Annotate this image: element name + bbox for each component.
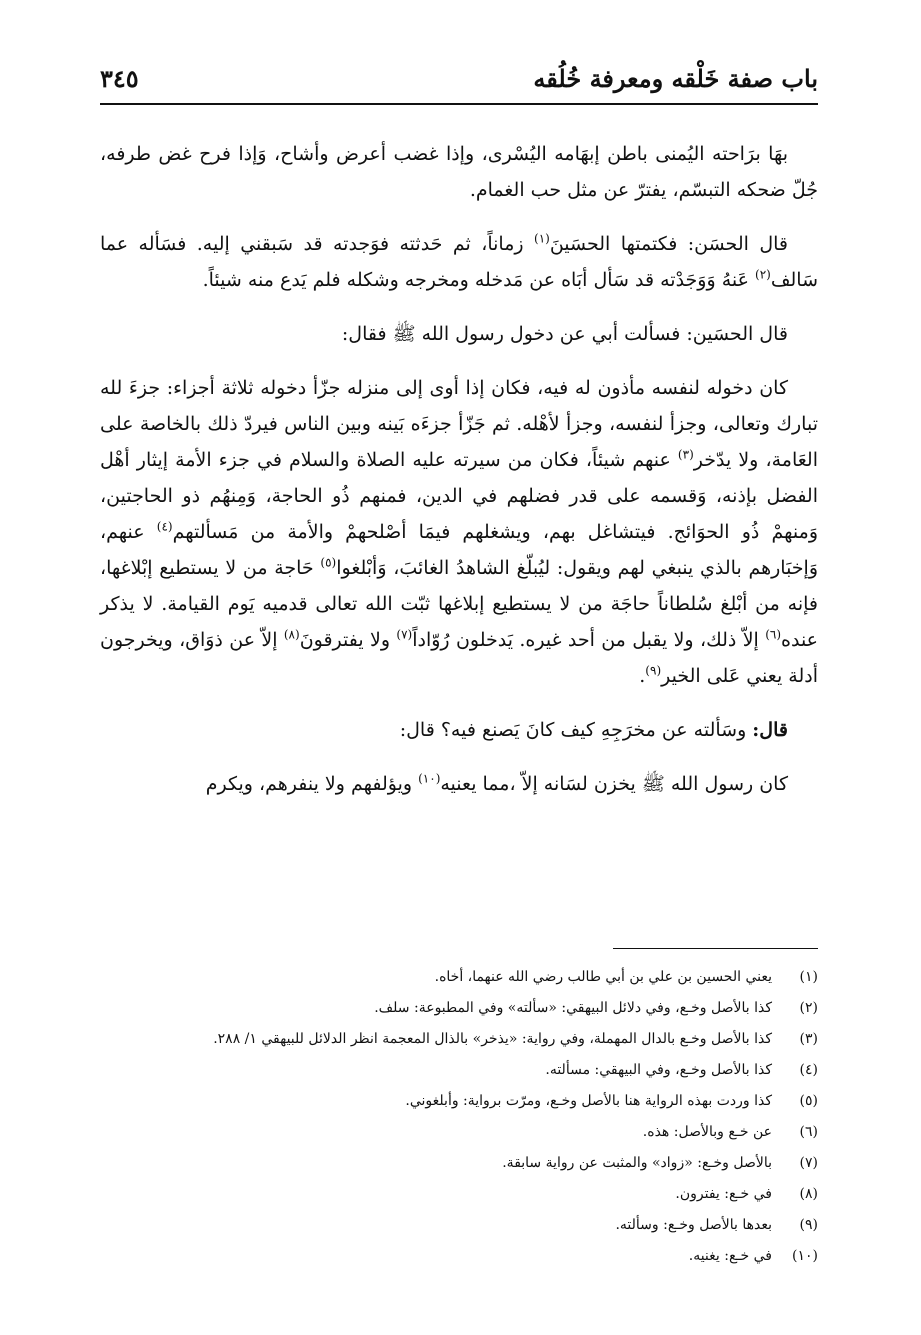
footnote-item: [100, 962, 818, 993]
text-span: كان دخوله لنفسه مأذون له فيه، فكان إذا أوى إلى منزله جزّأ دخوله ثلاثة أجزاء: جزءَ لله تبارك وتعالى، وجزأ لنفسه، وجزأ لأهْله. ثم جَزّأ جزءَه بَينه وبين الناس فيردّ ذلك بالخاصة على العَامة، ولا يدّخر: [100, 377, 818, 471]
footnote-text: كذا بالأصل وخـع، وفي دلائل البيهقي: «سألته» وفي المطبوعة: سلف.: [374, 1000, 772, 1016]
footnote-number: (٨): [799, 1186, 818, 1202]
text-span: قال الحسَن: فكتمتها الحسَينَ: [549, 233, 788, 255]
footnote-text: في خـع: يغنيه.: [688, 1248, 772, 1264]
page-header: [100, 62, 818, 102]
text-span: عَنهُ وَوَجَدْته قد سَأل أبَاه عن مَدخله ومخرجه وشكله فلم يَدع منه شيئاً.: [202, 269, 755, 291]
qal-label: قال:: [752, 719, 788, 741]
footnote-text: في خـع: يفترون.: [675, 1186, 772, 1202]
footnote-text: كذا بالأصل وخـع بالدال المهملة، وفي رواية: «يذخر» بالذال المعجمة انظر الدلائل للبيهقي ١/ ٢٨٨.: [213, 1031, 772, 1047]
footnote-number: (٤): [799, 1062, 818, 1078]
footnote-ref-2: (٢): [755, 267, 771, 282]
footnote-text: يعني الحسين بن علي بن أبي طالب رضي الله عنهما، أخاه.: [434, 969, 772, 985]
footnote-item: [100, 1086, 818, 1117]
footnote-ref-1: (١): [534, 231, 550, 246]
footnote-number: (٦): [799, 1124, 818, 1140]
paragraph-3: قال الحسَين: فسألت أبي عن دخول رسول الله ﷺ فقال:: [341, 323, 788, 345]
paragraph-1: بهَا برَاحته اليُمنى باطن إبهَامه اليُسْرى، وإذا غضب أعرض وأشاح، وَإذا فرح غض طرفه، جُلّ ضحكه التبسّم، يفترّ عن مثل حب الغمام.: [100, 143, 818, 201]
footnote-ref-4: (٤): [156, 519, 173, 534]
main-text: [100, 136, 818, 820]
footnotes-list: [100, 962, 818, 1272]
text-span: إلاّ عن ذوَاق، ويخرجون أدلة يعني عَلى الخير: [100, 629, 818, 687]
footnote-item: [100, 1241, 818, 1272]
running-head: باب صفة خَلْقه ومعرفة خُلُقه: [533, 64, 818, 93]
footnote-number: (٢): [799, 1000, 818, 1016]
footnote-item: [100, 1055, 818, 1086]
paragraph-5: [100, 712, 818, 748]
paragraph-2: [100, 226, 818, 298]
footnote-ref-6: (٦): [765, 627, 782, 642]
paragraph-6: [100, 766, 818, 802]
footnote-number: (١٠): [792, 1248, 818, 1264]
footnote-number: (٩): [799, 1217, 818, 1233]
footnote-item: [100, 1210, 818, 1241]
text-span: ويؤلفهم ولا ينفرهم، ويكرم: [205, 773, 419, 795]
footnote-number: (٥): [799, 1093, 818, 1109]
footnote-item: [100, 1179, 818, 1210]
footnote-ref-9: (٩): [645, 663, 662, 678]
footnote-ref-10: (١٠): [418, 771, 441, 786]
footnote-ref-5: (٥): [320, 555, 337, 570]
text-span: عنهم، وَإخبَارهم بالذي ينبغي لهم ويقول: ليُبلّغ الشاهدُ الغائبَ، وَأبْلغوا: [100, 521, 819, 579]
footnote-ref-7: (٧): [396, 627, 413, 642]
text-span: ولا يفترقونَ: [299, 629, 397, 651]
footnote-ref-8: (٨): [283, 627, 300, 642]
page-number: ٣٤٥: [100, 64, 139, 93]
footnote-item: [100, 1024, 818, 1055]
text-span: .: [639, 665, 646, 687]
footnote-ref-3: (٣): [677, 447, 694, 462]
footnote-item: [100, 1148, 818, 1179]
footnote-text: كذا بالأصل وخـع، وفي البيهقي: مسألته.: [545, 1062, 772, 1078]
text-span: وسَألته عن مخرَجِهِ كيف كانَ يَصنع فيه؟ قال:: [399, 719, 753, 741]
text-span: حَاجة من لا يستطيع إبْلاغها، فإنه من أبْلغ سُلطاناً حاجَة من لا يستطيع إبلاغها ثبّت الله تعالى قدميه يَوم القيامة. لا يذكر عنده: [100, 557, 819, 651]
footnote-text: كذا وردت بهذه الرواية هنا بالأصل وخـع، ومرّت برواية: وأبلغوني.: [405, 1093, 772, 1109]
footnote-number: (١): [799, 969, 818, 985]
header-rule: [100, 103, 818, 105]
footnote-text: بعدها بالأصل وخـع: وسألته.: [615, 1217, 772, 1233]
footnote-number: (٣): [799, 1031, 818, 1047]
footnote-text: عن خـع وبالأصل: هذه.: [642, 1124, 772, 1140]
text-span: إلاّ ذلك، ولا يقبل من أحد غيره. يَدخلون رُوّاداً: [412, 629, 766, 651]
paragraph-4: [100, 370, 818, 694]
footnote-item: [100, 1117, 818, 1148]
text-span: زماناً، ثم حَدثته فوَجدته قد سَبقني إليه. فسَأله عما سَالف: [100, 233, 818, 291]
text-span: كان رسول الله ﷺ يخزن لسَانه إلاّ ،مما يعنيه: [440, 773, 788, 795]
footnote-text: بالأصل وخـع: «زواد» والمثبت عن رواية سابقة.: [502, 1155, 772, 1171]
text-span: عنهم شيئاً، فكان من سيرته عليه الصلاة والسلام في جزء الأمة إيثار أهْل الفضل بإذنه، وَقسمه على قدر فضلهم في الدين، فمنهم ذُو الحاجة، وَمِنهُم ذو الحاجتين، وَمنهمْ ذُو الحوَائج. فيتشاغل بهم، ويشغلهم فيمَا أصْلحهمْ والأمة من مَسألتهم: [100, 449, 819, 543]
footnote-number: (٧): [799, 1155, 818, 1171]
footnote-item: [100, 993, 818, 1024]
footnote-rule: [613, 948, 818, 949]
